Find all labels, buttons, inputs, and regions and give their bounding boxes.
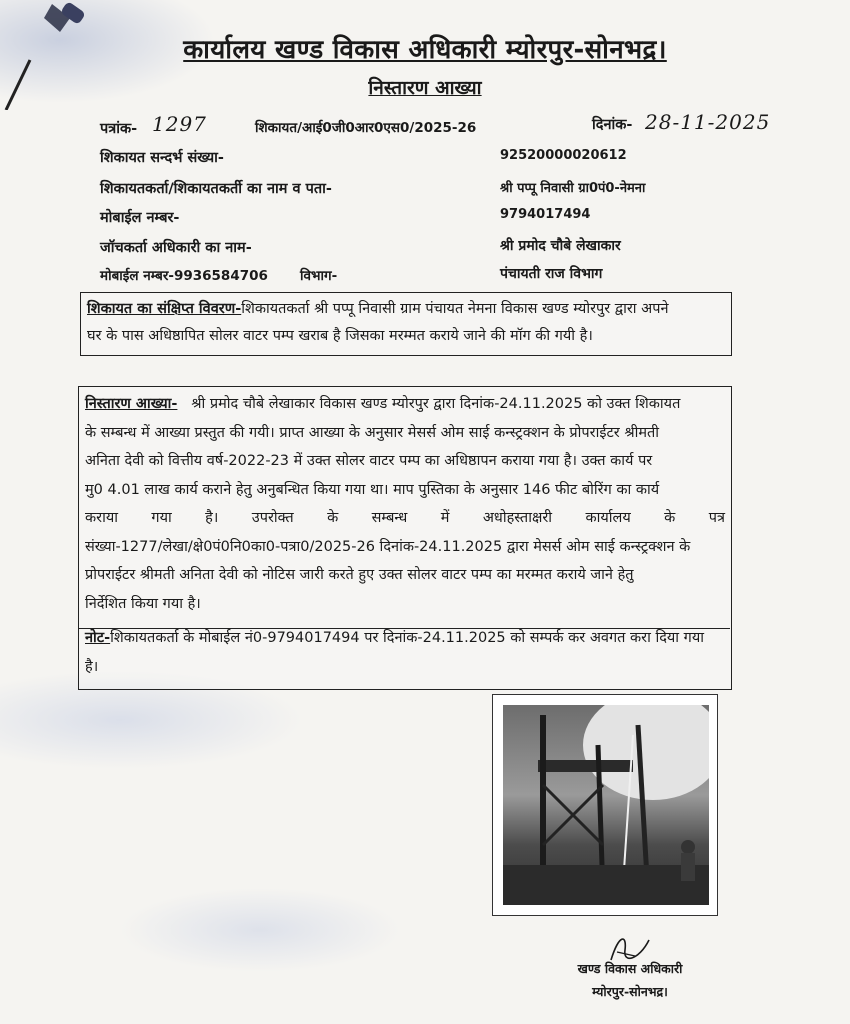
summary-box xyxy=(80,292,732,356)
resolution-heading: निस्तारण आख्या- xyxy=(85,396,178,412)
resolution-line-3: अनिता देवी को वित्तीय वर्ष-2022-23 में उक्त सोलर वाटर पम्प का अधिष्ठापन कराया गया है। उक्त कार्य पर xyxy=(85,453,653,469)
resolution-line-8: निर्देशित किया गया है। xyxy=(85,595,201,612)
solar-pump-photo xyxy=(503,705,709,905)
officer-value: श्री प्रमोद चौबे लेखाकार xyxy=(500,238,621,254)
patrank-label: पत्रांक- xyxy=(100,121,138,137)
resolution-line-4: मु0 4.01 लाख कार्य कराने हेतु अनुबन्धित किया गया था। माप पुस्तिका के अनुसार 146 फीट बोरिंग का कार्य xyxy=(85,481,660,498)
dept-value: पंचायती राज विभाग xyxy=(500,266,603,282)
officer-mobile: मोबाईल नम्बर-9936584706 xyxy=(100,268,268,284)
signatory-designation: खण्ड विकास अधिकारी xyxy=(577,961,683,976)
date-value: 28-11-2025 xyxy=(645,110,771,134)
word: सम्बन्ध xyxy=(371,510,408,526)
note-line-1: शिकायतकर्ता के मोबाईल नं0-9794017494 पर दिनांक-24.11.2025 को सम्पर्क कर अवगत करा दिया गया xyxy=(110,630,705,646)
word: के xyxy=(327,510,339,526)
complainant-value: श्री पप्पू निवासी ग्रा0पं0-नेमना xyxy=(500,181,646,196)
officer-label: जॉचकर्ता अधिकारी का नाम- xyxy=(100,240,252,256)
summary-line-1: शिकायतकर्ता श्री पप्पू निवासी ग्राम पंचायत नेमना विकास खण्ड म्योरपुर द्वारा अपने xyxy=(241,301,669,317)
note-line-2: है। xyxy=(85,658,99,675)
patrank-value: 1297 xyxy=(152,112,207,136)
word: उपरोक्त xyxy=(251,510,294,526)
resolution-line-7: प्रोपराईटर श्रीमती अनिता देवी को नोटिस जारी करते हुए उक्त सोलर वाटर पम्प का मरम्मत कराये जाने हेतु xyxy=(85,567,634,583)
resolution-line-2: के सम्बन्ध में आख्या प्रस्तुत की गयी। प्राप्त आख्या के अनुसार मेसर्स ओम साई कन्स्ट्रक्शन के प्रोपराईटर श्रीमती xyxy=(85,424,660,441)
office-title: कार्यालय खण्ड विकास अधिकारी म्योरपुर-सोनभद्र। xyxy=(183,35,667,65)
summary-line-2: घर के पास अधिष्ठापित सोलर वाटर पम्प खराब है जिसका मरम्मत कराये जाने की मॉग की गयी है। xyxy=(87,328,593,344)
word: के xyxy=(664,510,676,526)
site-photo xyxy=(492,694,718,916)
resolution-line-5 xyxy=(85,504,725,533)
mobile-label: मोबाईल नम्बर- xyxy=(100,210,180,226)
note-divider xyxy=(78,628,730,629)
ref-no-label: शिकायत सन्दर्भ संख्या- xyxy=(100,150,224,166)
word: में xyxy=(440,510,450,526)
dept-label: विभाग- xyxy=(300,268,338,284)
ref-no-value: 92520000020612 xyxy=(500,148,627,163)
resolution-line-6: संख्या-1277/लेखा/क्षे0पं0नि0का0-पत्रा0/2025-26 दिनांक-24.11.2025 द्वारा मेसर्स ओम साई कन्स्ट्रक्शन के xyxy=(85,538,691,555)
complainant-label: शिकायतकर्ता/शिकायतकर्ती का नाम व पता- xyxy=(100,181,332,197)
note-heading: नोट- xyxy=(85,630,111,646)
word: कार्यालय xyxy=(585,510,631,526)
photo-scene-icon xyxy=(503,705,709,905)
word: कराया xyxy=(85,510,118,526)
signatory-place: म्योरपुर-सोनभद्र। xyxy=(592,984,668,999)
word: गया xyxy=(151,510,172,526)
word: अधोहस्ताक्षरी xyxy=(482,510,553,526)
complaint-code: शिकायत/आई0जी0आर0एस0/2025-26 xyxy=(255,120,477,136)
summary-heading: शिकायत का संक्षिप्त विवरण- xyxy=(87,301,242,317)
mobile-value: 9794017494 xyxy=(500,207,591,222)
resolution-line-1: श्री प्रमोद चौबे लेखाकार विकास खण्ड म्योरपुर द्वारा दिनांक-24.11.2025 को उक्त शिकायत xyxy=(191,396,681,412)
resolution-box xyxy=(78,386,732,690)
signature-block xyxy=(560,960,700,1000)
date-label: दिनांक- xyxy=(592,117,633,133)
report-title: निस्तारण आख्या xyxy=(368,77,482,99)
word: पत्र xyxy=(708,510,725,526)
word: है। xyxy=(205,510,219,526)
